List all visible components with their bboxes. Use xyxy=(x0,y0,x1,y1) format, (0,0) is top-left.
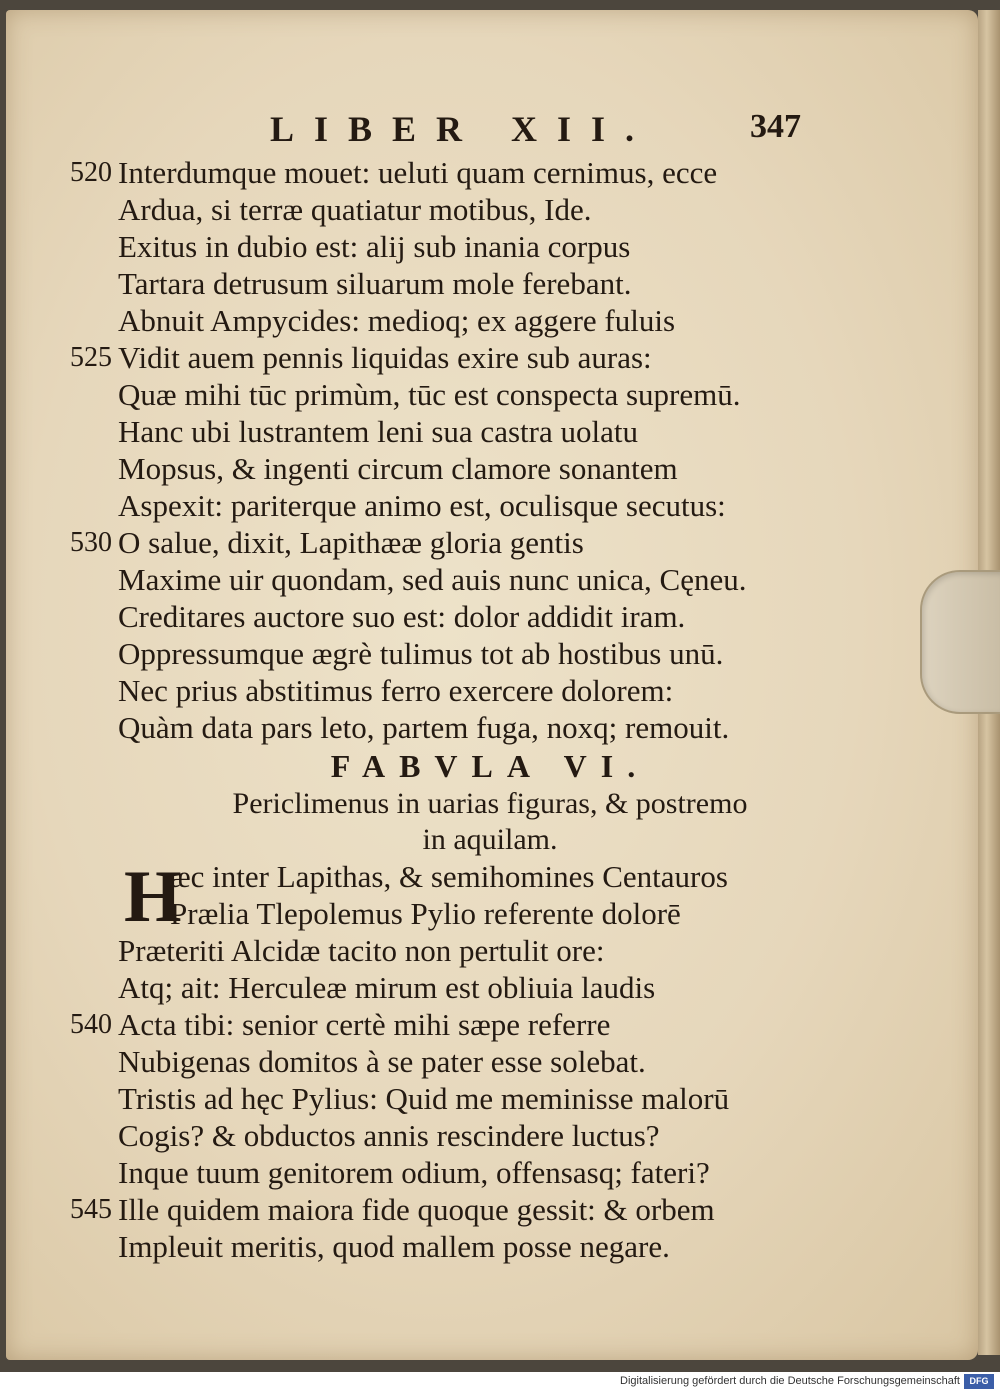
verse-text: Inque tuum genitorem odium, offensasq; fateri? xyxy=(118,1155,710,1190)
verse-line xyxy=(40,969,900,1006)
verse-line xyxy=(40,1228,900,1265)
verse-text: Creditares auctore suo est: dolor addidit iram. xyxy=(118,599,686,634)
verse-line xyxy=(40,154,900,191)
verse-text: Vidit auem pennis liquidas exire sub auras: xyxy=(118,340,652,375)
verse-text: Mopsus, & ingenti circum clamore sonantem xyxy=(118,451,678,486)
verse-line xyxy=(40,1080,900,1117)
verse-text: Aspexit: pariterque animo est, oculisque secutus: xyxy=(118,488,726,523)
fabula-subtitle-2: in aquilam. xyxy=(422,823,558,856)
verse-line xyxy=(40,1191,900,1228)
verse-text: Quàm data pars leto, partem fuga, noxq; remouit. xyxy=(118,710,730,745)
verse-text: Nec prius abstitimus ferro exercere dolorem: xyxy=(118,673,674,708)
verse-line xyxy=(40,228,900,265)
verse-line xyxy=(40,1154,900,1191)
verse-line xyxy=(40,302,900,339)
verse-text: Præteriti Alcidæ tacito non pertulit ore: xyxy=(118,933,605,968)
line-number: 530 xyxy=(70,527,112,558)
verse-text: æc inter Lapithas, & semihomines Centauros xyxy=(170,859,728,894)
fabula-title: FABVLA VI. xyxy=(330,748,650,784)
line-number: 520 xyxy=(70,157,112,188)
verse-line xyxy=(40,895,900,932)
funding-credit: Digitalisierung gefördert durch die Deutsche Forschungsgemeinschaft xyxy=(620,1375,960,1387)
verse-block-bottom xyxy=(40,932,900,1265)
verse-line xyxy=(40,191,900,228)
verse-line xyxy=(40,709,900,746)
page-text xyxy=(40,108,900,1265)
verse-line xyxy=(40,376,900,413)
verse-text: Quæ mihi tūc primùm, tūc est conspecta supremū. xyxy=(118,377,741,412)
verse-line xyxy=(40,487,900,524)
line-number: 525 xyxy=(70,342,112,373)
verse-text: Atq; ait: Herculeæ mirum est obliuia laudis xyxy=(118,970,656,1005)
verse-block-top xyxy=(40,154,900,746)
fabula-subtitle-1: Periclimenus in uarias figuras, & postremo xyxy=(232,787,748,820)
drop-cap: H xyxy=(124,856,182,938)
verse-line xyxy=(40,1043,900,1080)
verse-text: Exitus in dubio est: alij sub inania corpus xyxy=(118,229,631,264)
verse-line xyxy=(40,339,900,376)
verse-text: Ardua, si terræ quatiatur motibus, Ide. xyxy=(118,192,592,227)
verse-text: Nubigenas domitos à se pater esse solebat. xyxy=(118,1044,646,1079)
verse-line xyxy=(40,598,900,635)
verse-text: Cogis? & obductos annis rescindere luctus? xyxy=(118,1118,660,1153)
verse-line xyxy=(40,672,900,709)
verse-line xyxy=(40,1006,900,1043)
verse-text: Hanc ubi lustrantem leni sua castra uolatu xyxy=(118,414,638,449)
verse-text: Acta tibi: senior certè mihi sæpe referre xyxy=(118,1007,611,1042)
book-clasp xyxy=(920,570,1000,714)
verse-line xyxy=(40,932,900,969)
page-number: 347 xyxy=(750,108,801,145)
line-number: 540 xyxy=(70,1009,112,1040)
verse-line xyxy=(40,413,900,450)
page-header xyxy=(40,108,900,154)
verse-text: Abnuit Ampycides: medioq; ex aggere fuluis xyxy=(118,303,676,338)
verse-text: O salue, dixit, Lapithææ gloria gentis xyxy=(118,525,584,560)
verse-line xyxy=(40,1117,900,1154)
running-title: LIBER XII. xyxy=(270,109,655,149)
verse-text: Oppressumque ægrè tulimus tot ab hostibus unū. xyxy=(118,636,724,671)
verse-text: Prælia Tlepolemus Pylio referente dolorē xyxy=(170,896,681,931)
verse-text: Impleuit meritis, quod mallem posse negare. xyxy=(118,1229,670,1264)
verse-line xyxy=(40,524,900,561)
verse-text: Ille quidem maiora fide quoque gessit: & orbem xyxy=(118,1192,715,1227)
verse-text: Maxime uir quondam, sed auis nunc unica, Cęneu. xyxy=(118,562,747,597)
verse-text: Tristis ad hęc Pylius: Quid me meminisse malorū xyxy=(118,1081,730,1116)
verse-text: Tartara detrusum siluarum mole ferebant. xyxy=(118,266,632,301)
footer xyxy=(0,1372,1000,1392)
dfg-logo: DFG xyxy=(964,1374,994,1389)
verse-line xyxy=(40,450,900,487)
verse-line xyxy=(40,265,900,302)
verse-line xyxy=(40,635,900,672)
verse-line xyxy=(40,561,900,598)
verse-text: Interdumque mouet: ueluti quam cernimus, ecce xyxy=(118,155,718,190)
line-number: 545 xyxy=(70,1194,112,1225)
